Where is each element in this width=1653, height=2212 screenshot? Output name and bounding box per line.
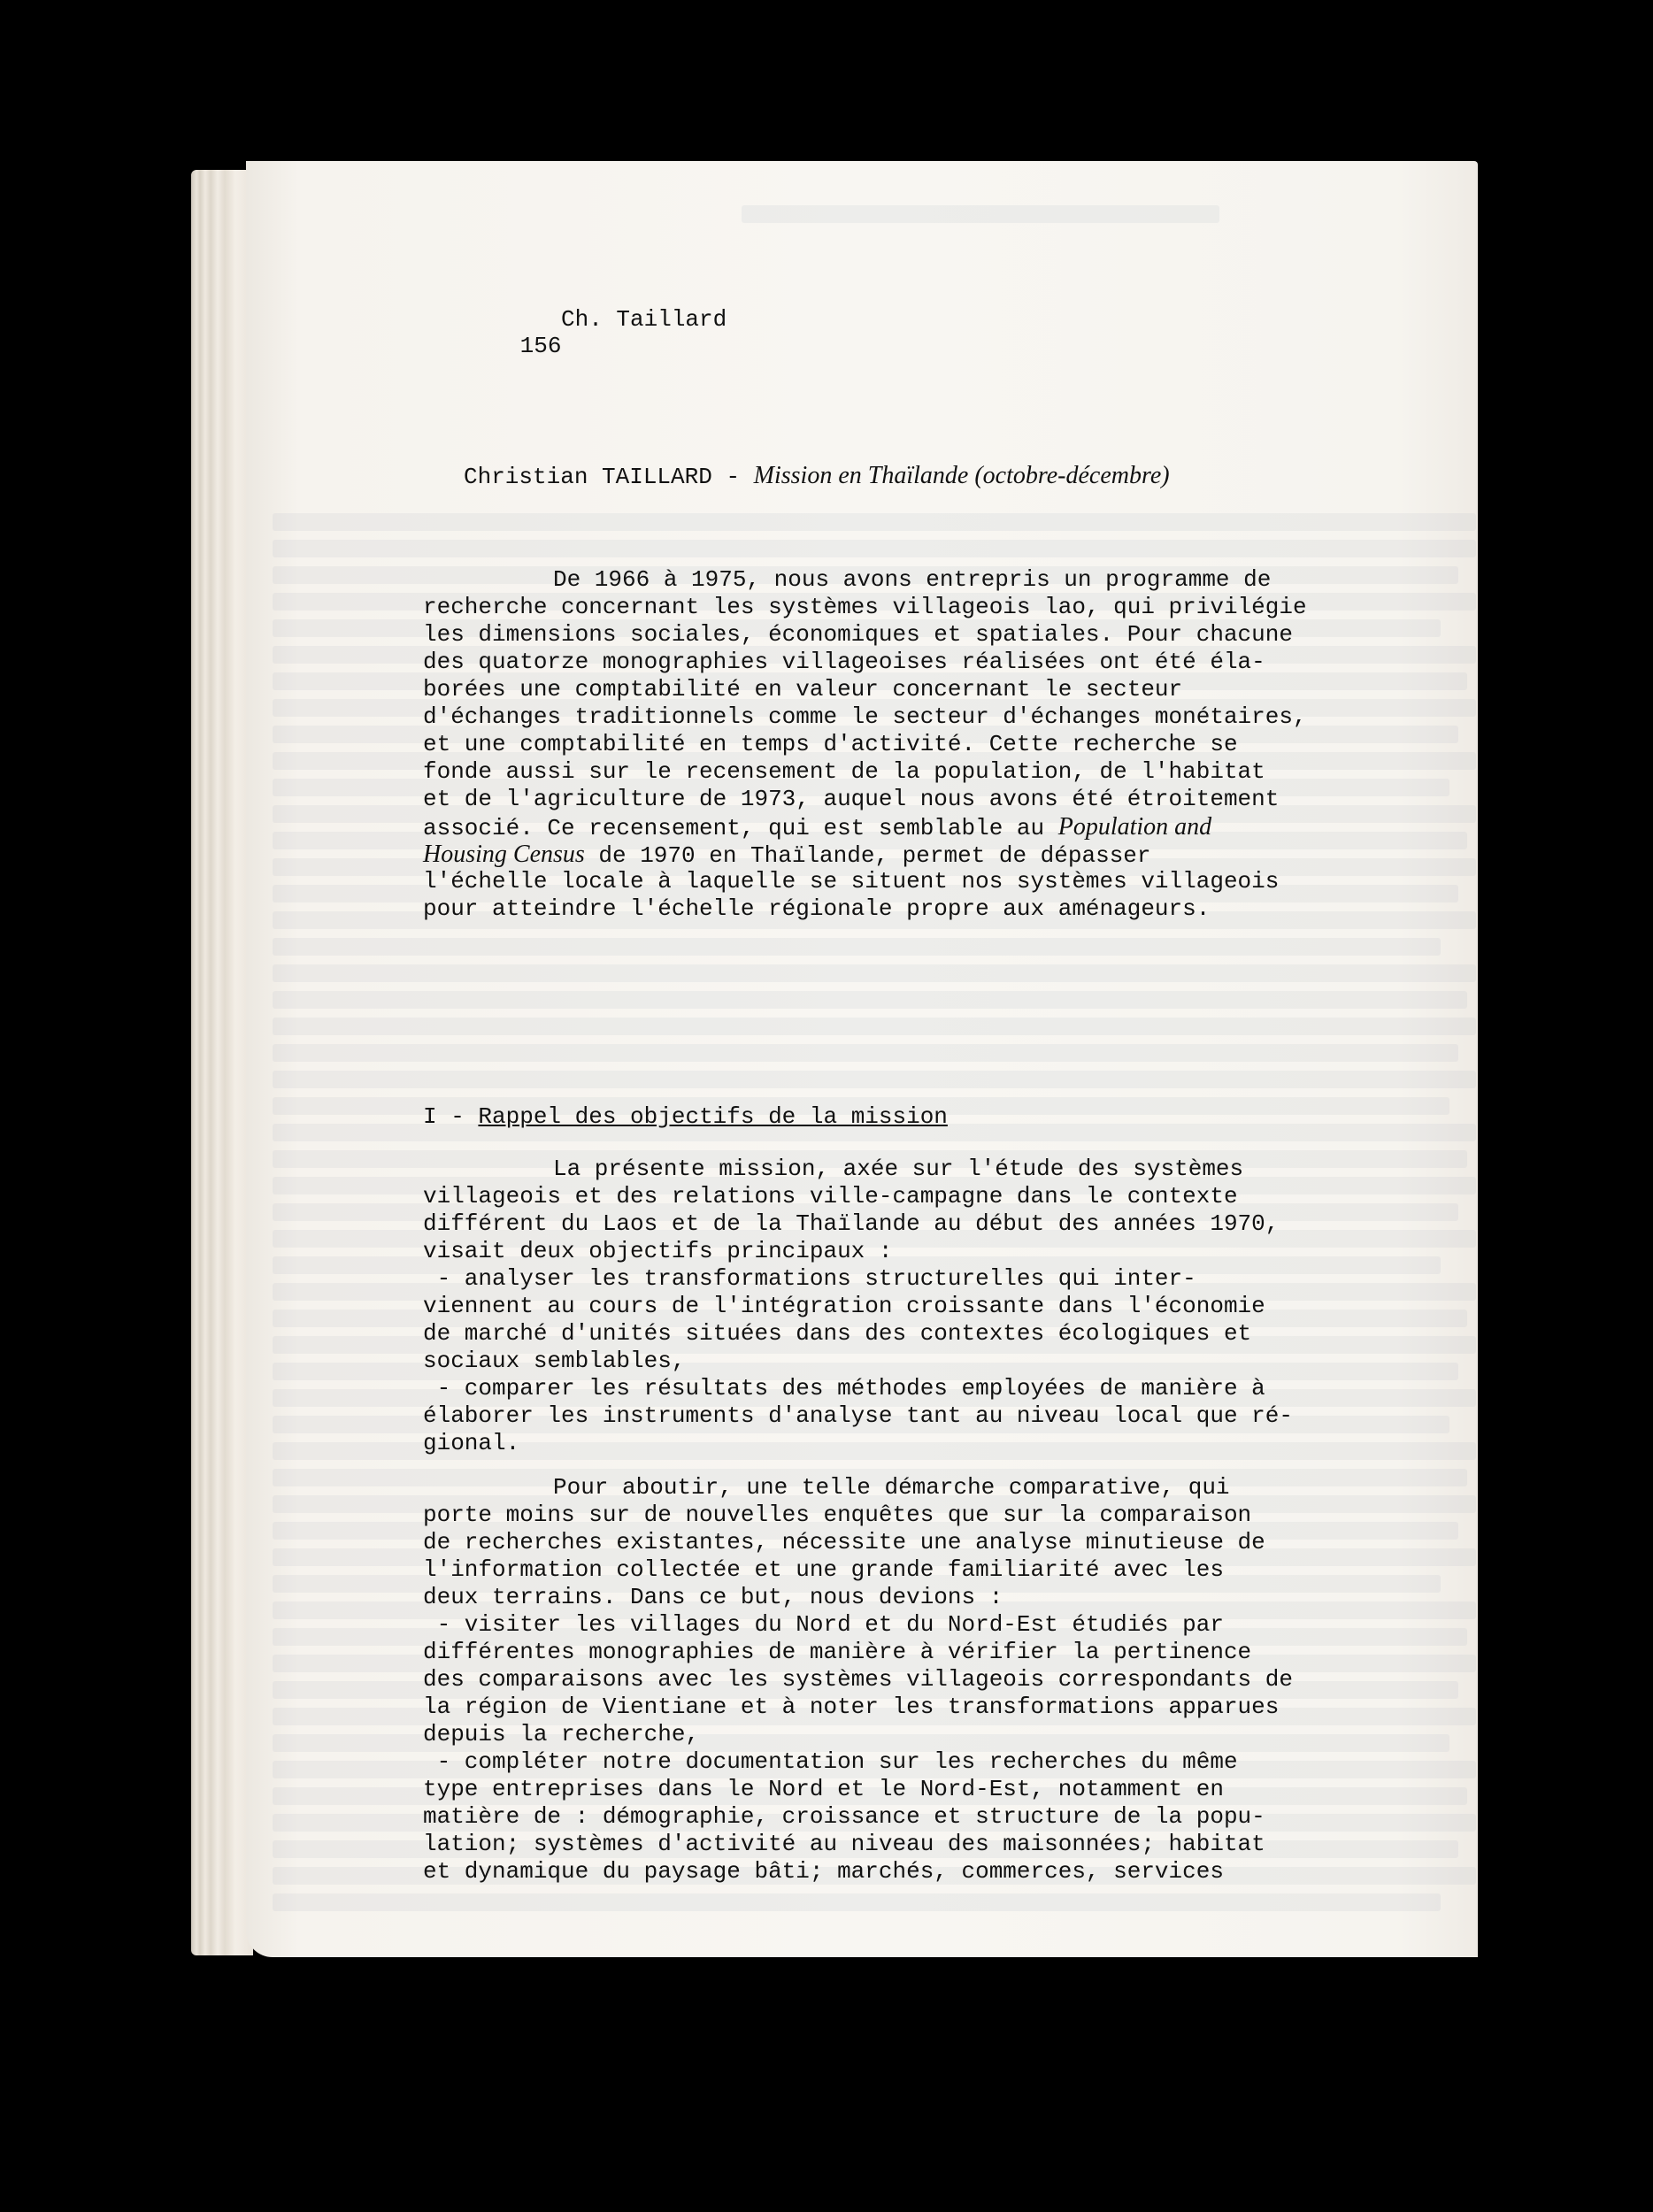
text-line: et une comptabilité en temps d'activité. Cette recherche se	[423, 731, 1238, 757]
text-line: l'échelle locale à laquelle se situent nos systèmes villageois	[423, 868, 1280, 895]
text-line: - comparer les résultats des méthodes employées de manière à	[423, 1375, 1265, 1402]
section-number: I -	[423, 1103, 479, 1130]
paragraph-intro	[423, 566, 1307, 923]
text-line: Pour aboutir, une telle démarche comparative, qui	[553, 1474, 1230, 1501]
title-author: Christian TAILLARD -	[464, 464, 754, 490]
text-line: fonde aussi sur le recensement de la population, de l'habitat	[423, 758, 1265, 785]
text-line: lation; systèmes d'activité au niveau des maisonnées; habitat	[423, 1831, 1265, 1857]
text-line: - analyser les transformations structurelles qui inter-	[423, 1265, 1196, 1292]
italic-title: Population and	[1057, 813, 1212, 841]
text-line: d'échanges traditionnels comme le secteur d'échanges monétaires,	[423, 703, 1307, 730]
text-segment: associé. Ce recensement, qui est semblable au	[423, 815, 1058, 841]
section-title: Rappel des objectifs de la mission	[478, 1103, 948, 1130]
text-line: depuis la recherche,	[423, 1721, 700, 1747]
article-title	[464, 462, 1170, 490]
text-line: visait deux objectifs principaux :	[423, 1238, 893, 1264]
text-line: de marché d'unités situées dans des contextes écologiques et	[423, 1320, 1252, 1347]
text-line: gional.	[423, 1430, 520, 1456]
book-page	[246, 161, 1478, 1957]
text-line: différent du Laos et de la Thaïlande au début des années 1970,	[423, 1210, 1280, 1237]
text-line: de recherches existantes, nécessite une analyse minutieuse de	[423, 1529, 1265, 1555]
text-line: les dimensions sociales, économiques et spatiales. Pour chacune	[423, 621, 1293, 648]
text-line: villageois et des relations ville-campagne dans le contexte	[423, 1183, 1238, 1210]
text-line: recherche concernant les systèmes villageois lao, qui privilégie	[423, 594, 1307, 620]
text-line: viennent au cours de l'intégration croissante dans l'économie	[423, 1293, 1265, 1319]
text-line: et dynamique du paysage bâti; marchés, commerces, services	[423, 1858, 1224, 1885]
italic-title: Housing Census	[423, 841, 585, 868]
text-line: La présente mission, axée sur l'étude des systèmes	[553, 1156, 1244, 1182]
text-line: De 1966 à 1975, nous avons entrepris un programme de	[553, 566, 1272, 593]
text-line	[423, 841, 1307, 868]
text-line: borées une comptabilité en valeur concernant le secteur	[423, 676, 1183, 703]
header-author: Ch. Taillard	[561, 306, 727, 333]
page-stack-edges	[191, 170, 253, 1955]
text-line: sociaux semblables,	[423, 1348, 686, 1374]
text-line: et de l'agriculture de 1973, auquel nous avons été étroitement	[423, 786, 1280, 812]
text-line: pour atteindre l'échelle régionale propre aux aménageurs.	[423, 895, 1211, 922]
paragraph-objectives	[423, 1156, 1293, 1457]
text-line: - visiter les villages du Nord et du Nord-Est étudiés par	[423, 1611, 1224, 1638]
text-line	[423, 813, 1307, 841]
text-line: porte moins sur de nouvelles enquêtes que sur la comparaison	[423, 1502, 1252, 1528]
section-heading	[423, 1103, 948, 1130]
text-line: la région de Vientiane et à noter les transformations apparues	[423, 1694, 1280, 1720]
text-line: type entreprises dans le Nord et le Nord-Est, notamment en	[423, 1776, 1224, 1802]
text-line: l'information collectée et une grande familiarité avec les	[423, 1556, 1224, 1583]
text-line: - compléter notre documentation sur les recherches du même	[423, 1748, 1238, 1775]
text-line: deux terrains. Dans ce but, nous devions :	[423, 1584, 1003, 1610]
page-number: 156	[519, 333, 562, 359]
text-line: des quatorze monographies villageoises réalisées ont été éla-	[423, 649, 1265, 675]
text-line: matière de : démographie, croissance et structure de la popu-	[423, 1803, 1265, 1830]
paragraph-approach	[423, 1474, 1293, 1886]
text-line: des comparaisons avec les systèmes villageois correspondants de	[423, 1666, 1293, 1693]
running-header	[437, 306, 727, 412]
text-segment: de 1970 en Thaïlande, permet de dépasser	[584, 842, 1151, 869]
text-line: élaborer les instruments d'analyse tant au niveau local que ré-	[423, 1402, 1293, 1429]
title-subtitle: Mission en Thaïlande (octobre-décembre)	[753, 462, 1170, 489]
text-line: différentes monographies de manière à vérifier la pertinence	[423, 1639, 1252, 1665]
